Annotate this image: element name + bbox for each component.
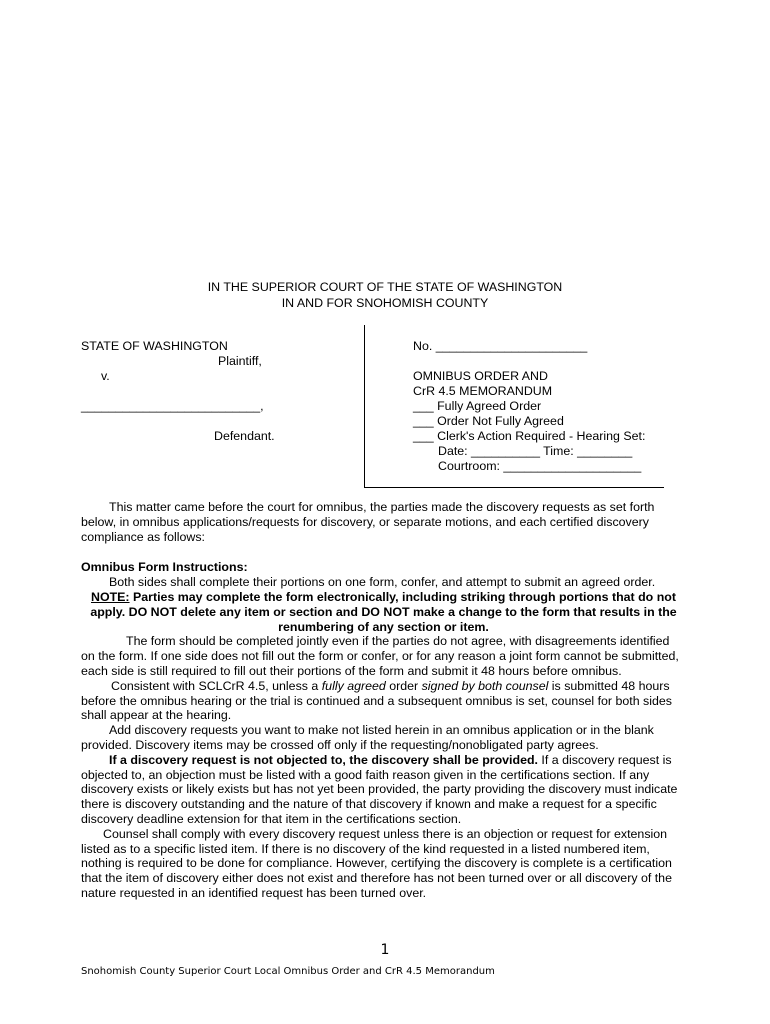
versus: v. [101, 369, 110, 383]
court-header [0, 279, 770, 311]
fully-agreed-emphasis: fully agreed [321, 678, 386, 693]
objection-paragraph: If a discovery request is not objected to, the discovery shall be provided. If a discovery request is objected to, an objection must be listed with a good faith reason given in the certifications section. If any discovery exists or likely exists but has not yet been provided, the party providing the discovery must indicate there is discovery outstanding and the nature of that discovery if known and make a request for a specific discovery deadline extension for that item in the certifications section. [81, 752, 678, 826]
caption-divider-horizontal [364, 487, 664, 488]
body-text [81, 500, 686, 901]
consistent-paragraph: Consistent with SCLCrR 4.5, unless a fully agreed order signed by both counsel is submitted 48 hours before the omnibus hearing or the trial is continued and a subsequent omnibus is set, counsel for both sides shall appear at the hearing. [81, 678, 672, 723]
case-number-field[interactable]: No. ______________________ [413, 339, 588, 353]
option-clerk-action[interactable]: ___ Clerk's Action Required - Hearing Set: [413, 429, 646, 443]
doc-title-line-2: CrR 4.5 MEMORANDUM [413, 384, 553, 398]
hearing-courtroom[interactable]: Courtroom: ____________________ [438, 459, 642, 473]
instruction-one-form: Both sides shall complete their portions on one form, confer, and attempt to submit an agreed order. [109, 575, 656, 590]
intro-paragraph: This matter came before the court for omnibus, the parties made the discovery requests as set forth below, in omnibus applications/requests for discovery, or separate motions, and each certified discovery compliance as follows: [81, 500, 655, 544]
caption-divider-vertical [364, 325, 365, 487]
caption-parties [81, 339, 361, 444]
court-header-line-2: IN AND FOR SNOHOMISH COUNTY [281, 296, 489, 310]
option-fully-agreed[interactable]: ___ Fully Agreed Order [413, 399, 542, 413]
defendant-label: Defendant. [214, 429, 275, 443]
signed-by-counsel-emphasis: signed by both counsel [421, 678, 549, 693]
page-number: 1 [380, 942, 390, 958]
hearing-date-time[interactable]: Date: __________ Time: ________ [438, 444, 633, 458]
doc-title-line-1: OMNIBUS ORDER AND [413, 369, 548, 383]
caption-case-info [413, 339, 743, 474]
add-requests-paragraph: Add discovery requests you want to make not listed herein in an omnibus application or in the blank provided. Discovery items may be crossed off only if the requesting/nonobligated party agrees. [81, 723, 654, 752]
plaintiff-label: Plaintiff, [218, 354, 262, 368]
option-not-fully-agreed[interactable]: ___ Order Not Fully Agreed [413, 414, 564, 428]
instructions-heading: Omnibus Form Instructions: [81, 560, 248, 575]
note-paragraph [81, 590, 686, 634]
page-footer: Snohomish County Superior Court Local Omnibus Order and CrR 4.5 Memorandum [81, 966, 495, 977]
court-header-line-1: IN THE SUPERIOR COURT OF THE STATE OF WASHINGTON [207, 280, 563, 294]
counsel-comply-paragraph: Counsel shall comply with every discovery request unless there is an objection or request for extension listed as to a specific listed item. If there is no discovery of the kind requested in a listed numbered item, nothing is required to be done for compliance. However, certifying the discovery is complete is a certification that the item of discovery either does not exist and therefore has not been turned over or all discovery of the nature requested in an identified request has been turned over. [81, 826, 672, 900]
plaintiff-name: STATE OF WASHINGTON [81, 339, 228, 353]
note-text: Parties may complete the form electronically, including striking through portions that do not apply. DO NOT delete any item or section and DO NOT make a change to the form that results in the renumbering of any section or item. [90, 589, 677, 634]
jointly-paragraph: The form should be completed jointly even if the parties do not agree, with disagreements identified on the form. If one side does not fill out the form or confer, or for any reason a joint form cannot be submitted, each side is still required to fill out their portions of the form and submit it 48 hours before omnibus. [81, 634, 679, 678]
note-label: NOTE: [91, 589, 130, 604]
defendant-name-blank: __________________________, [81, 399, 264, 413]
objection-bold: If a discovery request is not objected to, the discovery shall be provided. [109, 752, 538, 767]
